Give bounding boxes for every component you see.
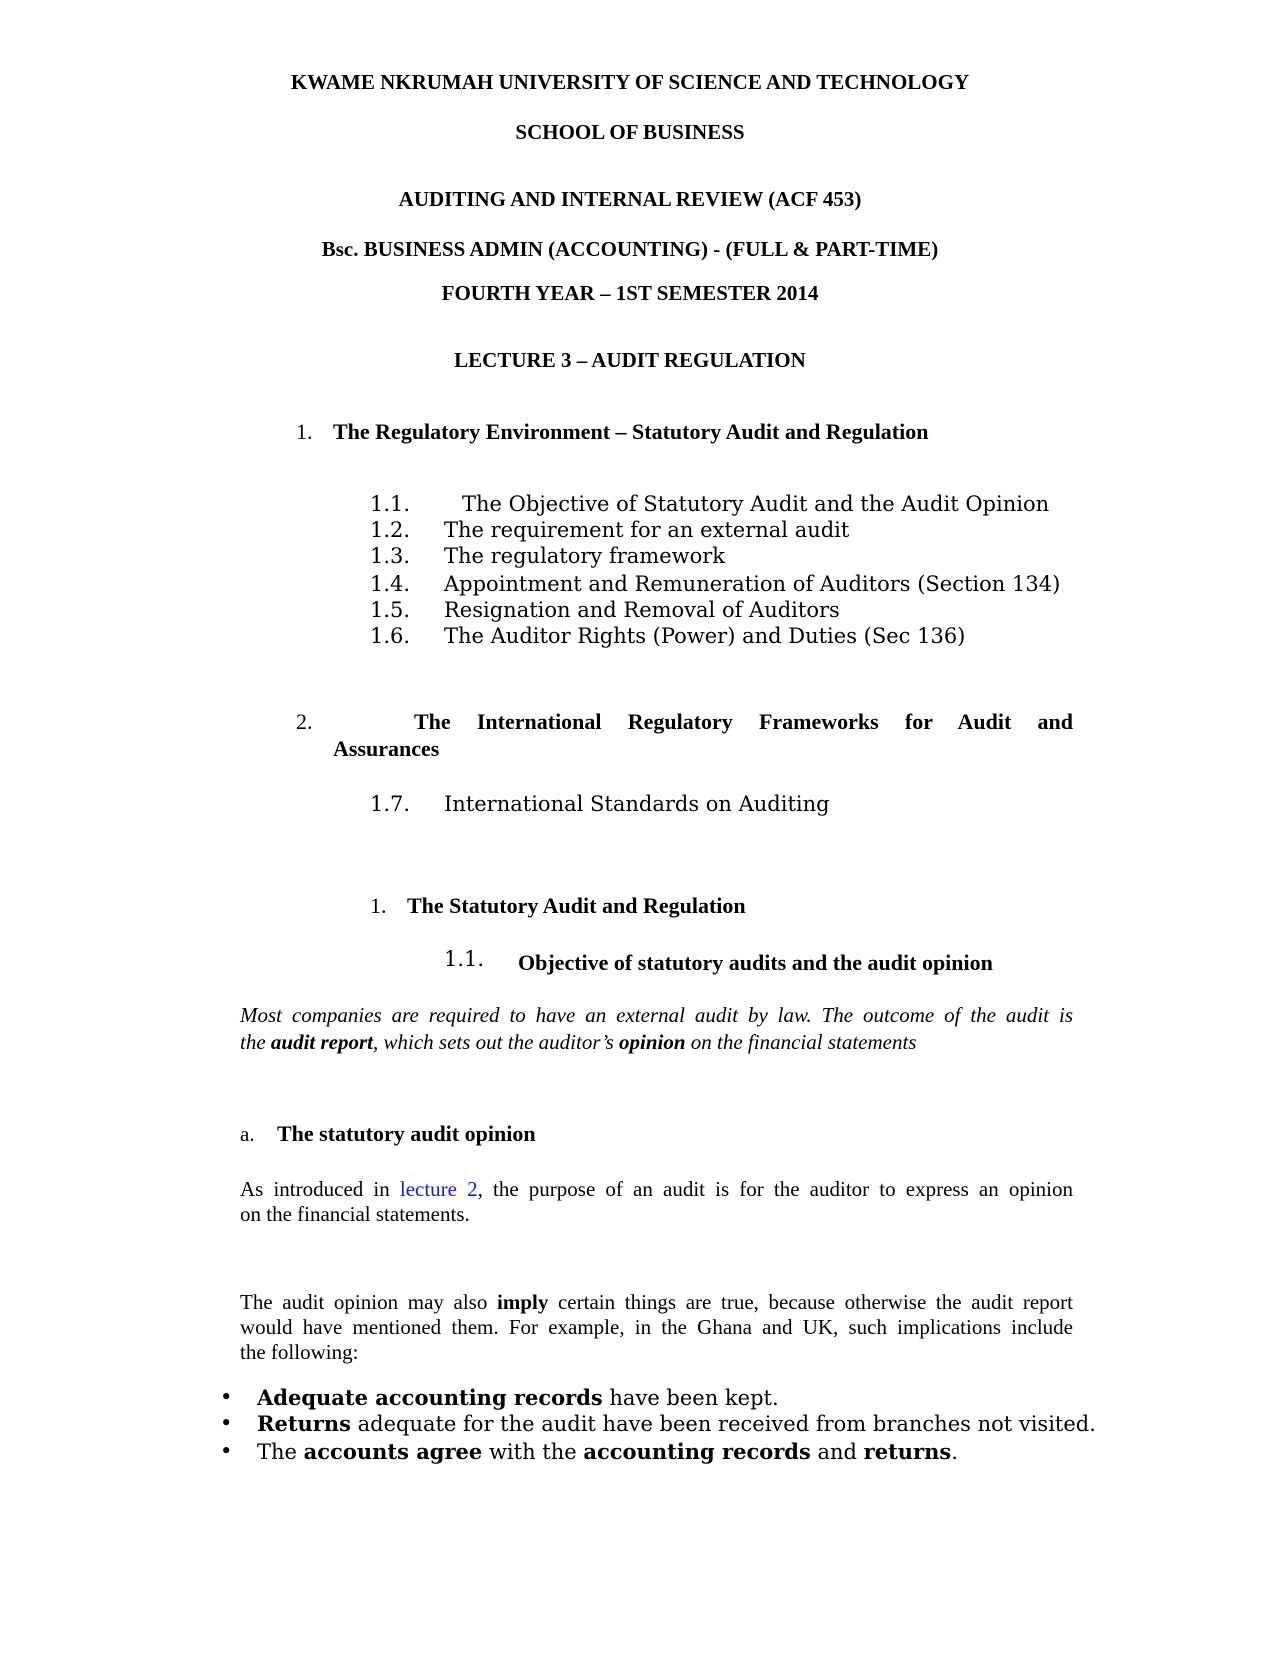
para2-line-2: would have mentioned them. For example, in the Ghana and UK, such implications include (240, 1315, 1073, 1339)
year-semester: FOURTH YEAR – 1ST SEMESTER 2014 (441, 281, 819, 305)
toc-item-text: The requirement for an external audit (444, 518, 850, 542)
para1-text: , the purpose of an audit is for the auditor to express an opinion (477, 1177, 1073, 1201)
toc-item-text: International Standards on Auditing (444, 792, 830, 816)
toc-item-number: 1.5. (370, 598, 411, 622)
bullet-text: with the (482, 1440, 584, 1464)
toc-item-number: 1.2. (370, 518, 411, 542)
intro-text: , which sets out the auditor’s (373, 1030, 619, 1054)
para2-text: certain things are true, because otherwise the audit report (548, 1290, 1073, 1314)
bullet-marker: • (220, 1411, 233, 1435)
heading-a-title: The statutory audit opinion (277, 1121, 536, 1146)
bullet-text: . (951, 1440, 958, 1464)
university-name: KWAME NKRUMAH UNIVERSITY OF SCIENCE AND TECHNOLOGY (290, 70, 970, 94)
bullet-text: adequate for the audit have been received from branches not visited. (350, 1412, 1096, 1436)
toc-item-number: 1.1. (370, 492, 411, 516)
toc-item-text: The regulatory framework (444, 544, 726, 568)
toc-item-text: Resignation and Removal of Auditors (444, 598, 840, 622)
program-title: Bsc. BUSINESS ADMIN (ACCOUNTING) - (FULL & PART-TIME) (321, 237, 939, 261)
toc-item-number: 1.7. (370, 792, 411, 816)
section-1-title: The Statutory Audit and Regulation (407, 893, 746, 918)
toc-item-text: Appointment and Remuneration of Auditors (Section 134) (444, 572, 1061, 596)
intro-text: the (240, 1030, 271, 1054)
bullet-marker: • (220, 1385, 233, 1409)
toc-section-2-title-line2: Assurances (333, 736, 440, 761)
para1-text: As introduced in (240, 1177, 400, 1201)
bullet-marker: • (220, 1439, 233, 1463)
bullet-text: and (810, 1440, 864, 1464)
para2-line-3: the following: (240, 1340, 359, 1364)
lecture-title: LECTURE 3 – AUDIT REGULATION (454, 348, 806, 372)
toc-item-number: 1.6. (370, 624, 411, 648)
toc-item-text: The Auditor Rights (Power) and Duties (Sec 136) (444, 624, 966, 648)
para2-bold-imply: imply (497, 1290, 549, 1314)
heading-a-label: a. (240, 1122, 255, 1146)
bullet-text: have been kept. (602, 1386, 779, 1410)
course-title: AUDITING AND INTERNAL REVIEW (ACF 453) (398, 187, 862, 211)
toc-section-1-title: The Regulatory Environment – Statutory Audit and Regulation (333, 419, 929, 444)
lecture-2-link[interactable]: lecture 2 (399, 1177, 478, 1201)
list-item (257, 1439, 958, 1464)
bullet-text: The (257, 1440, 304, 1464)
intro-text: on the financial statements (685, 1030, 917, 1054)
bullet-bold: accounts agree (303, 1439, 483, 1464)
toc-section-2-title-line1: The International Regulatory Frameworks for Audit and (414, 709, 1073, 734)
bullet-bold: accounting records (583, 1439, 811, 1464)
school-name: SCHOOL OF BUSINESS (515, 120, 745, 144)
subsection-title: Objective of statutory audits and the audit opinion (518, 950, 993, 975)
para1-line-1 (240, 1177, 1073, 1202)
intro-line-2 (240, 1030, 917, 1055)
list-item (257, 1385, 779, 1410)
intro-bold-audit-report: audit report (270, 1030, 374, 1054)
toc-section-2-number: 2. (296, 709, 313, 734)
para2-line-1 (240, 1290, 1073, 1315)
section-1-number: 1. (370, 893, 387, 918)
bullet-bold: Returns (257, 1411, 351, 1436)
bullet-bold: returns (863, 1439, 952, 1464)
list-item (257, 1411, 1096, 1436)
bullet-bold: Adequate accounting records (257, 1385, 603, 1410)
intro-bold-opinion: opinion (619, 1030, 686, 1054)
subsection-number: 1.1. (444, 947, 485, 971)
toc-item-text: The Objective of Statutory Audit and the Audit Opinion (462, 492, 1050, 516)
para2-text: The audit opinion may also (240, 1290, 497, 1314)
toc-item-number: 1.3. (370, 544, 411, 568)
toc-section-1-number: 1. (296, 419, 313, 444)
intro-line-1: Most companies are required to have an external audit by law. The outcome of the audit is (240, 1003, 1073, 1027)
para1-line-2: on the financial statements. (240, 1202, 470, 1226)
toc-item-number: 1.4. (370, 572, 411, 596)
